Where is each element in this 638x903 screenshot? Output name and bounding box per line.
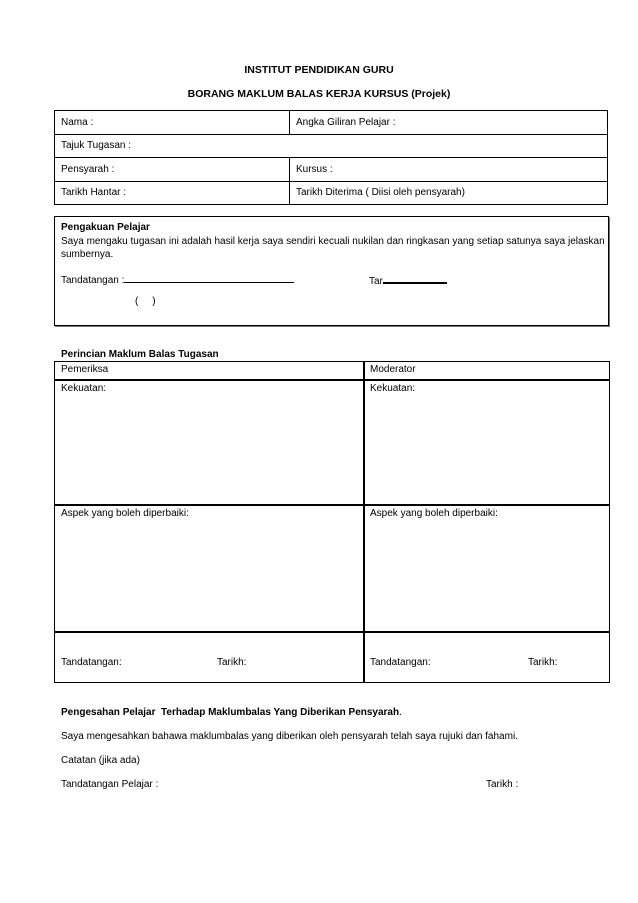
angka-giliran-field[interactable] — [290, 111, 608, 135]
nama-field[interactable] — [55, 111, 290, 135]
form-title: BORANG MAKLUM BALAS KERJA KURSUS (Projek) — [187, 88, 451, 100]
nama-label: Nama : — [61, 116, 94, 128]
pengesahan-heading-end: . — [399, 707, 402, 718]
tandatangan-moderator-label: Tandatangan: — [370, 657, 431, 668]
tarikh-hantar-label: Tarikh Hantar : — [61, 187, 127, 199]
aspek-moderator-field[interactable] — [363, 504, 610, 633]
moderator-label: Moderator — [370, 364, 416, 375]
kursus-label: Kursus : — [296, 163, 333, 175]
kekuatan-moderator-label: Kekuatan: — [370, 383, 416, 394]
signature-moderator-row[interactable] — [363, 631, 610, 683]
kursus-field[interactable] — [290, 158, 608, 182]
pengakuan-section — [54, 216, 609, 326]
pengakuan-signature-line[interactable] — [124, 272, 294, 283]
kekuatan-moderator-field[interactable] — [363, 379, 610, 506]
pengesahan-heading: Pengesahan Pelajar Terhadap Maklumbalas Yang Diberikan Pensyarah — [61, 707, 400, 718]
kekuatan-pemeriksa-label: Kekuatan: — [61, 383, 107, 394]
moderator-header — [363, 361, 610, 381]
pengesahan-date-label: Tarikh : — [486, 779, 519, 790]
angka-giliran-label: Angka Giliran Pelajar : — [296, 116, 396, 128]
tandatangan-pemeriksa-label: Tandatangan: — [61, 657, 122, 668]
pengakuan-date-label: Tar — [369, 276, 383, 287]
tarikh-moderator-label: Tarikh: — [528, 657, 558, 668]
pengesahan-signature-label: Tandatangan Pelajar : — [61, 779, 159, 790]
pengesahan-heading-row — [61, 707, 402, 718]
tarikh-diterima-label: Tarikh Diterima ( Diisi oleh pensyarah) — [296, 187, 465, 199]
tajuk-tugasan-label: Tajuk Tugasan : — [61, 140, 132, 152]
aspek-moderator-label: Aspek yang boleh diperbaiki: — [370, 508, 498, 519]
kekuatan-pemeriksa-field[interactable] — [54, 379, 365, 506]
tarikh-pemeriksa-label: Tarikh: — [217, 657, 247, 668]
pengakuan-heading: Pengakuan Pelajar — [61, 222, 150, 233]
pemeriksa-header — [54, 361, 365, 381]
catatan-label: Catatan (jika ada) — [61, 755, 140, 766]
pengakuan-statement: Saya mengaku tugasan ini adalah hasil kerja saya sendiri kecuali nukilan dan ringkasan yang setiap satunya saya jelaskan sumbernya. — [61, 236, 605, 260]
pengakuan-signature-row — [61, 272, 294, 286]
pengakuan-date-line[interactable] — [383, 272, 447, 284]
aspek-pemeriksa-label: Aspek yang boleh diperbaiki: — [61, 508, 189, 519]
perincian-heading: Perincian Maklum Balas Tugasan — [61, 349, 219, 360]
tarikh-diterima-field[interactable] — [290, 181, 608, 205]
pengesahan-statement: Saya mengesahkan bahawa maklumbalas yang diberikan oleh pensyarah telah saya rujuki dan fahami. — [61, 731, 518, 742]
pengakuan-signature-label: Tandatangan : — [61, 275, 125, 286]
pensyarah-field[interactable] — [55, 158, 290, 182]
signature-pemeriksa-row[interactable] — [54, 631, 365, 683]
aspek-pemeriksa-field[interactable] — [54, 504, 365, 633]
tarikh-hantar-field[interactable] — [55, 181, 290, 205]
student-info-table — [54, 110, 608, 205]
institution-title: INSTITUT PENDIDIKAN GURU — [244, 64, 394, 76]
pemeriksa-label: Pemeriksa — [61, 364, 109, 375]
pensyarah-label: Pensyarah : — [61, 163, 115, 175]
pengakuan-name-paren[interactable]: ( ) — [135, 296, 156, 307]
pengakuan-date-row — [369, 272, 447, 287]
tajuk-tugasan-field[interactable] — [55, 134, 608, 158]
